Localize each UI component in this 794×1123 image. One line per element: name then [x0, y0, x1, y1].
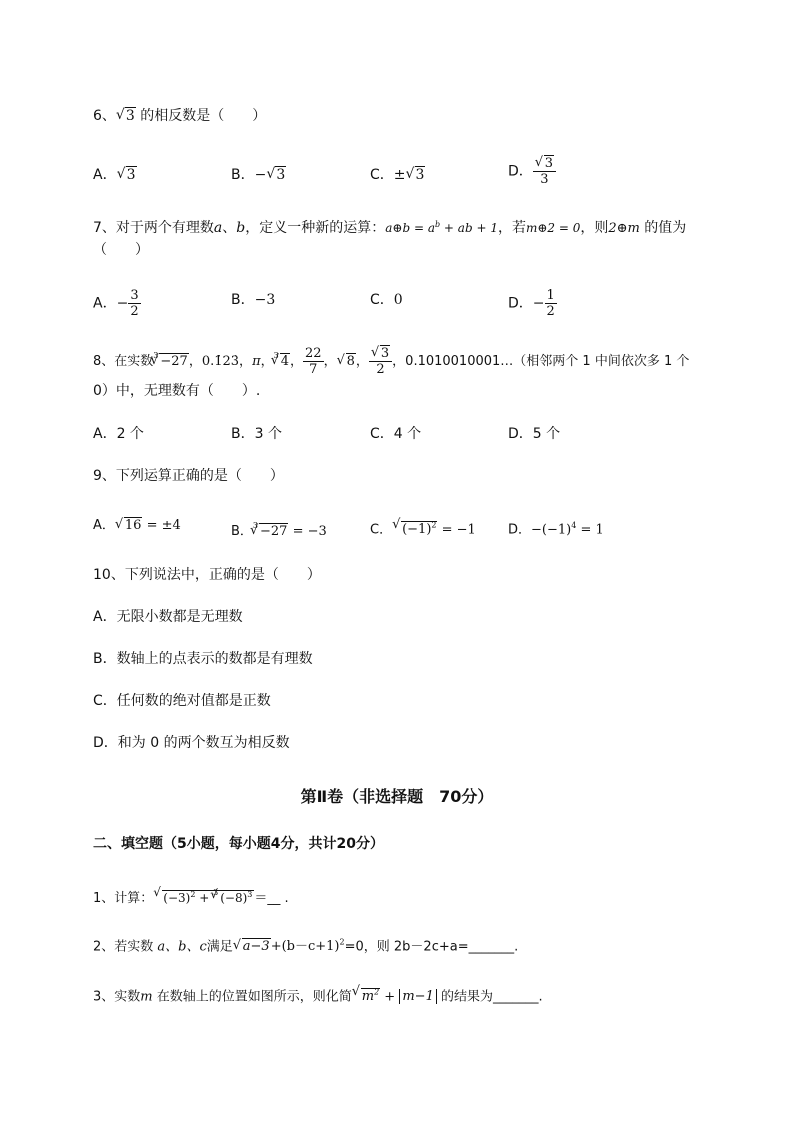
q9-option-d: D．$-(-1)^4 = 1$: [508, 521, 604, 538]
q8-option-c: C．4 个: [370, 426, 422, 442]
q9-option-c: C．√ $(-1)^2 = -1$: [370, 516, 476, 540]
q7-stem-line2: （ ）: [93, 242, 149, 258]
q7-option-b: B．−3: [231, 292, 276, 308]
q10-option-d: D．和为 0 的两个数互为相反数: [93, 735, 290, 751]
q6-option-a: A．√ 3: [93, 165, 137, 185]
part2-title: 第Ⅱ卷（非选择题 70分）: [300, 787, 494, 806]
q7-stem: 7、对于两个有理数a、b，定义一种新的运算：a⊕b = $a^b$ + ab + 1，若m⊕2 = 0，则2⊕m 的值为: [93, 220, 687, 236]
q7-option-a: A．− $\frac{3}{2}$: [93, 288, 139, 319]
q6-option-d: D． √ $\frac{3}{3}$: [508, 156, 556, 187]
q9-option-a: A．√ 16 = ±4: [93, 516, 181, 536]
q10-option-c: C．任何数的绝对值都是正数: [93, 693, 271, 709]
q9-option-b: B．$^3$√ −27 = −3: [231, 516, 327, 542]
q6-stem: 6、√ 3 的相反数是（ ）: [93, 106, 266, 126]
q9-stem: 9、下列运算正确的是（ ）: [93, 468, 284, 484]
q10-option-a: A．无限小数都是无理数: [93, 609, 243, 625]
fill2-stem: 2、若实数 a、b、c满足√ $a-3+(b-c+1)^2=0$，则 2b－2c+a=_______.: [93, 933, 518, 957]
fill1-stem: 1、计算：√ $(-3)^2 + ^3√$ $(-8)^3$ ＝__ .: [93, 883, 289, 909]
q8-option-a: A．2 个: [93, 426, 144, 442]
section2-heading: 二、填空题（5小题，每小题4分，共计20分）: [93, 836, 384, 852]
q8-stem-line2: 0）中，无理数有（ ）.: [93, 383, 261, 399]
q10-stem: 10、下列说法中，正确的是（ ）: [93, 567, 321, 583]
q8-option-d: D．5 个: [508, 426, 561, 442]
q6-option-b: B．−√ 3: [231, 165, 286, 185]
q8-option-b: B．3 个: [231, 426, 282, 442]
q7-option-c: C．0: [370, 292, 403, 308]
q8-stem: 8、在实数$^3$√ −27，0.1̇23̇，π，$^3$√ 4， $\frac{22}{7}$ ，√ 8， √ $\frac{3}{2}$ ，0.1010010001…（相邻两个 1 中间依次多 1 个: [93, 346, 689, 377]
q6-option-c: C．±√ 3: [370, 165, 425, 185]
fill3-stem: 3、实数m 在数轴上的位置如图所示，则化简√ $m^2 + m-1$ 的结果为_______.: [93, 983, 543, 1007]
q7-option-d: D．− $\frac{1}{2}$: [508, 288, 555, 319]
q10-option-b: B．数轴上的点表示的数都是有理数: [93, 651, 313, 667]
